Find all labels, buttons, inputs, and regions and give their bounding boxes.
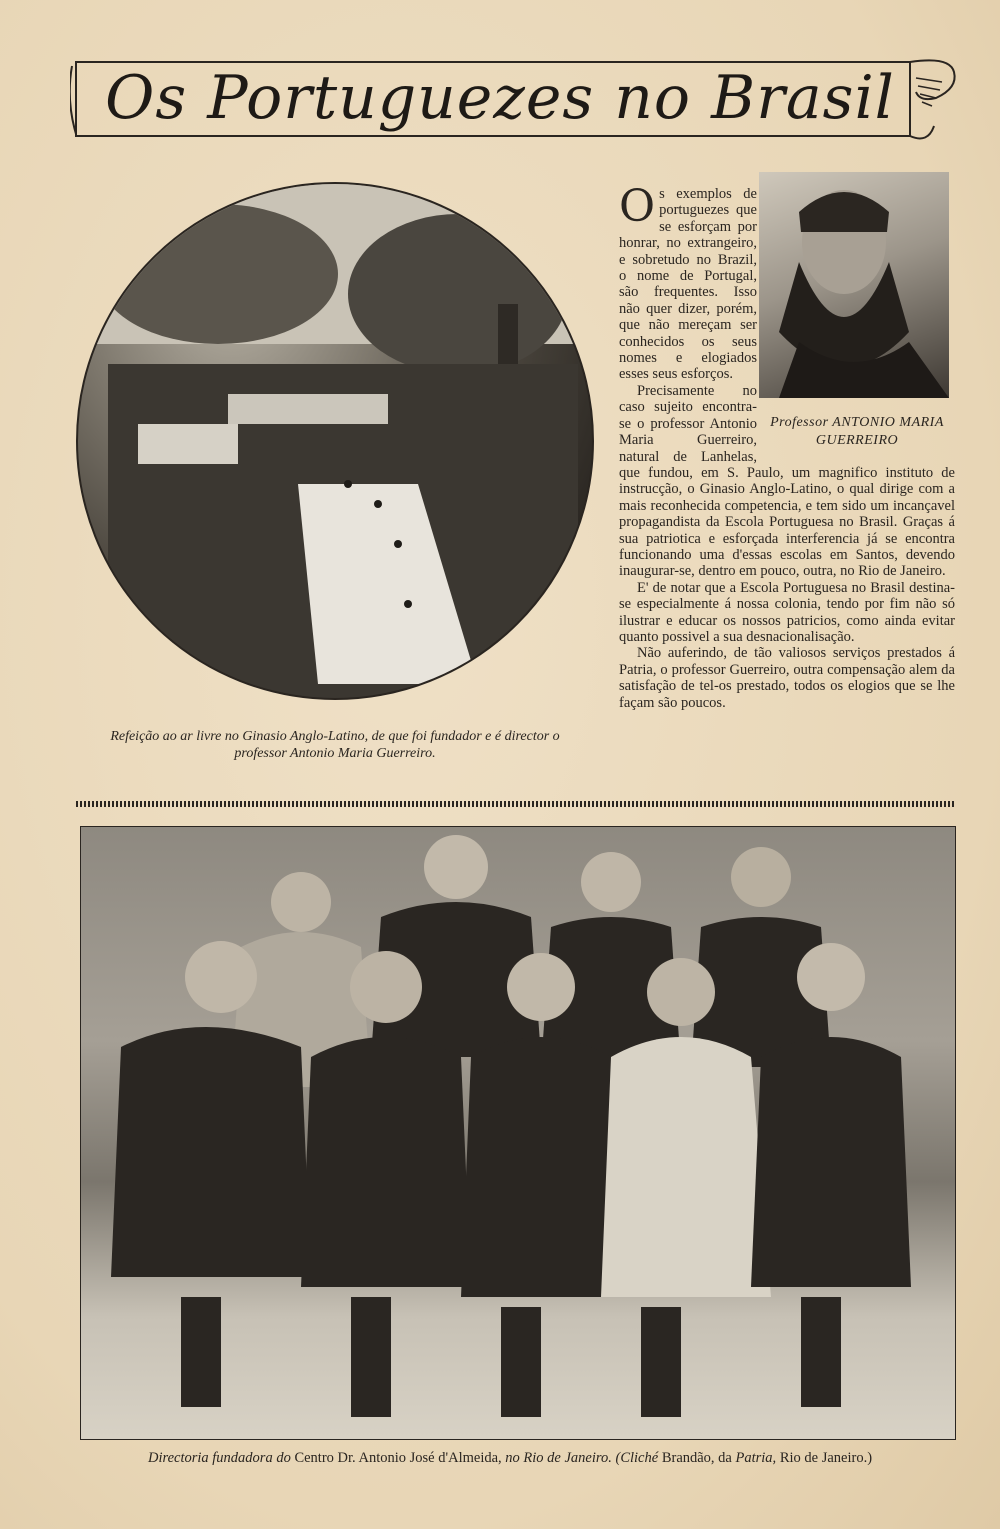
group-photo-caption: [60, 1449, 960, 1467]
article-paragraph-2: Precisamente no caso sujeito encontra-se o professor Antonio Maria Guerreiro, natural de Lanhelas, que fundou, em S. Paulo, um magnifico instituto de instrucção, o Ginasio Anglo-Latino, o qual dirige com a mais reconhecida competencia, e tem sido um incançavel propagandista da Escola Portuguesa no Brasil. Graças á sua patriotica e esforçada interferencia já se encontra funcionando uma d'essas escolas em Santos, devendo inaugurar-se, dentro em pouco, outra, no Rio de Janeiro.: [619, 382, 955, 580]
title-banner: [70, 52, 960, 144]
section-divider: [76, 801, 956, 807]
article-paragraph-1-text: s exemplos de portuguezes que se esforçam por honrar, no extrangeiro, e sobretudo no Brazil, o nome de Portugal, são frequentes. Isso não quer dizer, porém, que não mereçam ser conhecidos os seus nomes e elogiados esses seus esforços.: [619, 186, 757, 383]
article-paragraph-3: E' de notar que a Escola Portuguesa no Brasil destina-se especialmente á nossa colonia, tendo por fim não só ilustrar e educar os nossos patricios, como ainda evitar quanto possivel a sua desnacionalisação.: [619, 579, 955, 645]
caption-part-6: Rio de Janeiro.): [779, 1450, 873, 1466]
drop-cap: O: [619, 181, 656, 232]
caption-part-5: Patria,: [735, 1450, 777, 1466]
banquet-photo-caption: Refeição ao ar livre no Ginasio Anglo-Latino, de que foi fundador e é director o professor Antonio Maria Guerreiro.: [110, 729, 560, 761]
article-text: [619, 181, 955, 711]
group-portrait-photo: [80, 826, 956, 1440]
portrait-caption-line2: GUERREIRO: [815, 433, 899, 448]
caption-part-2: Centro Dr. Antonio José d'Almeida,: [294, 1450, 502, 1466]
outdoor-banquet-photo: [76, 182, 594, 700]
caption-part-1: Directoria fundadora do: [147, 1450, 291, 1466]
caption-part-3: no Rio de Janeiro. (Cliché: [505, 1450, 659, 1466]
page-title: Os Portuguezes no Brasil: [105, 63, 895, 133]
portrait-space: [765, 182, 955, 452]
portrait-caption-line1: Professor ANTONIO MARIA: [770, 415, 944, 430]
article-paragraph-4: Não auferindo, de tão valiosos serviços prestados á Patria, o professor Guerreiro, outra compensação alem da satisfação de tel-os prestado, todos os elogios que se lhe façam são poucos.: [619, 645, 955, 711]
caption-part-4: Brandão, da: [661, 1450, 732, 1466]
